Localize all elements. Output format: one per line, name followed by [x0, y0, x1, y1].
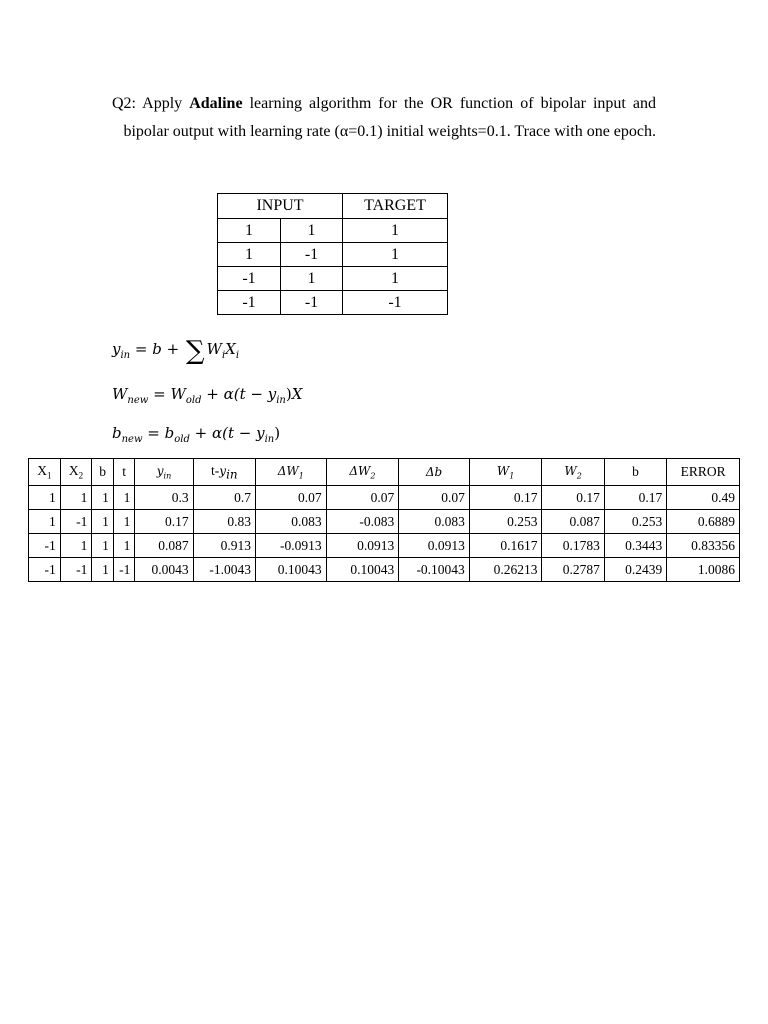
cell-t: 1 [113, 486, 134, 510]
cell-error: 0.49 [667, 486, 740, 510]
eq2-t: t [239, 385, 246, 403]
cell-dw1: 0.07 [256, 486, 327, 510]
eq1-lhs: y [112, 340, 121, 358]
io-header-target: TARGET [343, 194, 448, 219]
table-row [218, 219, 448, 243]
io-cell: 1 [281, 267, 343, 291]
input-target-table [217, 193, 448, 315]
x2-sub: 2 [78, 470, 84, 481]
w1-label: W [496, 463, 510, 478]
eq2-close: ) [285, 385, 292, 403]
cell-dw2: 0.07 [326, 486, 399, 510]
eq3-bold-sub: old [174, 434, 190, 445]
yin-sub: in [163, 471, 172, 481]
cell-x1: 1 [29, 486, 61, 510]
cell-w2: 0.087 [542, 510, 604, 534]
dw1-sub: 1 [298, 471, 304, 481]
cell-bias: 0.253 [604, 510, 666, 534]
question-prefix: Q2: Apply [112, 95, 190, 112]
io-header-input: INPUT [218, 194, 343, 219]
t-minus-sub: in [226, 467, 238, 482]
cell-error: 1.0086 [667, 558, 740, 582]
cell-w2: 0.2787 [542, 558, 604, 582]
cell-db: 0.0913 [399, 534, 470, 558]
eq3-lhs-sub: new [121, 434, 143, 445]
cell-x1: 1 [29, 510, 61, 534]
io-cell: -1 [281, 243, 343, 267]
cell-t-minus-yin: -1.0043 [193, 558, 255, 582]
equation-yin [112, 336, 239, 366]
equation-bnew [112, 424, 280, 445]
cell-dw2: 0.10043 [326, 558, 399, 582]
cell-w1: 0.1617 [469, 534, 542, 558]
question-text [112, 90, 656, 145]
col-header-dw1 [256, 459, 327, 486]
w1-sub: 1 [509, 471, 515, 481]
cell-db: 0.083 [399, 510, 470, 534]
col-header-dw2 [326, 459, 399, 486]
eq3-alpha: α( [211, 424, 228, 442]
eq2-alpha: α( [223, 385, 240, 403]
col-header-db: Δb [399, 459, 470, 486]
cell-dw2: -0.083 [326, 510, 399, 534]
col-header-w2 [542, 459, 604, 486]
eq2-plus: + [201, 385, 224, 403]
col-header-t-minus-yin [193, 459, 255, 486]
x1-sub: 1 [46, 470, 52, 481]
yin-label: y [156, 463, 164, 478]
cell-x1: -1 [29, 558, 61, 582]
eq1-b: b [152, 340, 162, 358]
table-row [29, 558, 740, 582]
eq2-y-sub: in [276, 395, 286, 406]
col-header-bias: b [604, 459, 666, 486]
eq2-minus: − [245, 385, 268, 403]
equation-wnew [112, 385, 302, 406]
trace-header-row [29, 459, 740, 486]
io-cell: 1 [281, 219, 343, 243]
eq1-w-sub: i [221, 350, 226, 361]
w2-label: W [564, 463, 577, 478]
eq3-t: t [227, 424, 234, 442]
eq1-plus: + [161, 340, 184, 358]
cell-dw1: 0.083 [256, 510, 327, 534]
cell-bias: 0.2439 [604, 558, 666, 582]
cell-bias: 0.3443 [604, 534, 666, 558]
cell-x2: -1 [60, 510, 92, 534]
col-header-x2 [60, 459, 92, 486]
cell-dw2: 0.0913 [326, 534, 399, 558]
eq3-bold: b [164, 424, 175, 442]
io-cell: 1 [218, 219, 281, 243]
eq2-lhs-sub: new [127, 395, 149, 406]
io-cell: 1 [343, 243, 448, 267]
col-header-b: b [92, 459, 113, 486]
eq3-plus: + [189, 424, 212, 442]
eq2-x: X [291, 385, 303, 403]
col-header-w1 [469, 459, 542, 486]
cell-error: 0.6889 [667, 510, 740, 534]
cell-error: 0.83356 [667, 534, 740, 558]
col-header-x1 [29, 459, 61, 486]
table-row [218, 267, 448, 291]
eq2-wold-sub: old [185, 395, 202, 406]
cell-yin: 0.0043 [135, 558, 193, 582]
eq1-w: W [206, 340, 222, 358]
eq3-lhs: b [112, 424, 122, 442]
cell-db: 0.07 [399, 486, 470, 510]
cell-yin: 0.3 [135, 486, 193, 510]
cell-b: 1 [92, 558, 113, 582]
cell-x2: -1 [60, 558, 92, 582]
cell-w1: 0.253 [469, 510, 542, 534]
cell-t-minus-yin: 0.83 [193, 510, 255, 534]
adaline-trace-table [28, 458, 740, 582]
t-minus-label: t- [211, 462, 220, 478]
table-row [29, 534, 740, 558]
t-minus-y: y [219, 463, 227, 478]
cell-t-minus-yin: 0.7 [193, 486, 255, 510]
w2-sub: 2 [576, 471, 582, 481]
cell-bias: 0.17 [604, 486, 666, 510]
cell-x1: -1 [29, 534, 61, 558]
cell-x2: 1 [60, 534, 92, 558]
cell-w2: 0.17 [542, 486, 604, 510]
io-cell: 1 [343, 219, 448, 243]
io-cell: -1 [218, 291, 281, 315]
eq2-equals: = [148, 385, 171, 403]
eq3-equals: = [142, 424, 165, 442]
cell-yin: 0.17 [135, 510, 193, 534]
col-header-error: ERROR [667, 459, 740, 486]
cell-w1: 0.26213 [469, 558, 542, 582]
col-header-yin [135, 459, 193, 486]
table-row [218, 243, 448, 267]
dw2-sub: 2 [370, 471, 376, 481]
io-cell: 1 [343, 267, 448, 291]
eq2-wold: W [170, 385, 186, 403]
cell-x2: 1 [60, 486, 92, 510]
cell-dw1: -0.0913 [256, 534, 327, 558]
io-header-row [218, 194, 448, 219]
cell-t: 1 [113, 510, 134, 534]
eq2-lhs: W [112, 385, 128, 403]
cell-t-minus-yin: 0.913 [193, 534, 255, 558]
eq1-lhs-sub: in [120, 350, 131, 361]
cell-t: -1 [113, 558, 134, 582]
eq1-x: X [225, 340, 236, 358]
table-row [29, 486, 740, 510]
eq1-x-sub: i [235, 350, 240, 361]
io-cell: -1 [218, 267, 281, 291]
io-cell: -1 [343, 291, 448, 315]
table-row [218, 291, 448, 315]
cell-t: 1 [113, 534, 134, 558]
cell-w2: 0.1783 [542, 534, 604, 558]
cell-db: -0.10043 [399, 558, 470, 582]
cell-w1: 0.17 [469, 486, 542, 510]
col-header-t: t [113, 459, 134, 486]
x1-label: X [37, 463, 47, 479]
eq3-close: ) [274, 424, 281, 442]
table-row [29, 510, 740, 534]
question-bold-term: Adaline [189, 95, 243, 112]
eq3-minus: − [234, 424, 257, 442]
eq1-equals: = [134, 340, 153, 358]
eq3-y-sub: in [264, 434, 275, 445]
dw2-label: ΔW [349, 463, 371, 478]
cell-b: 1 [92, 510, 113, 534]
cell-b: 1 [92, 534, 113, 558]
cell-b: 1 [92, 486, 113, 510]
io-cell: -1 [281, 291, 343, 315]
cell-yin: 0.087 [135, 534, 193, 558]
io-cell: 1 [218, 243, 281, 267]
x2-label: X [68, 463, 79, 479]
eq3-y: y [256, 424, 265, 442]
cell-dw1: 0.10043 [256, 558, 327, 582]
dw1-label: ΔW [277, 463, 299, 478]
question-rest: learning algorithm for the OR function of bipolar input and bipolar output with learning rate (α=0.1) initial weights=0.1. Trace with one epoch. [123, 95, 656, 140]
eq2-y: y [267, 385, 277, 403]
sigma-symbol: ∑ [185, 336, 205, 366]
